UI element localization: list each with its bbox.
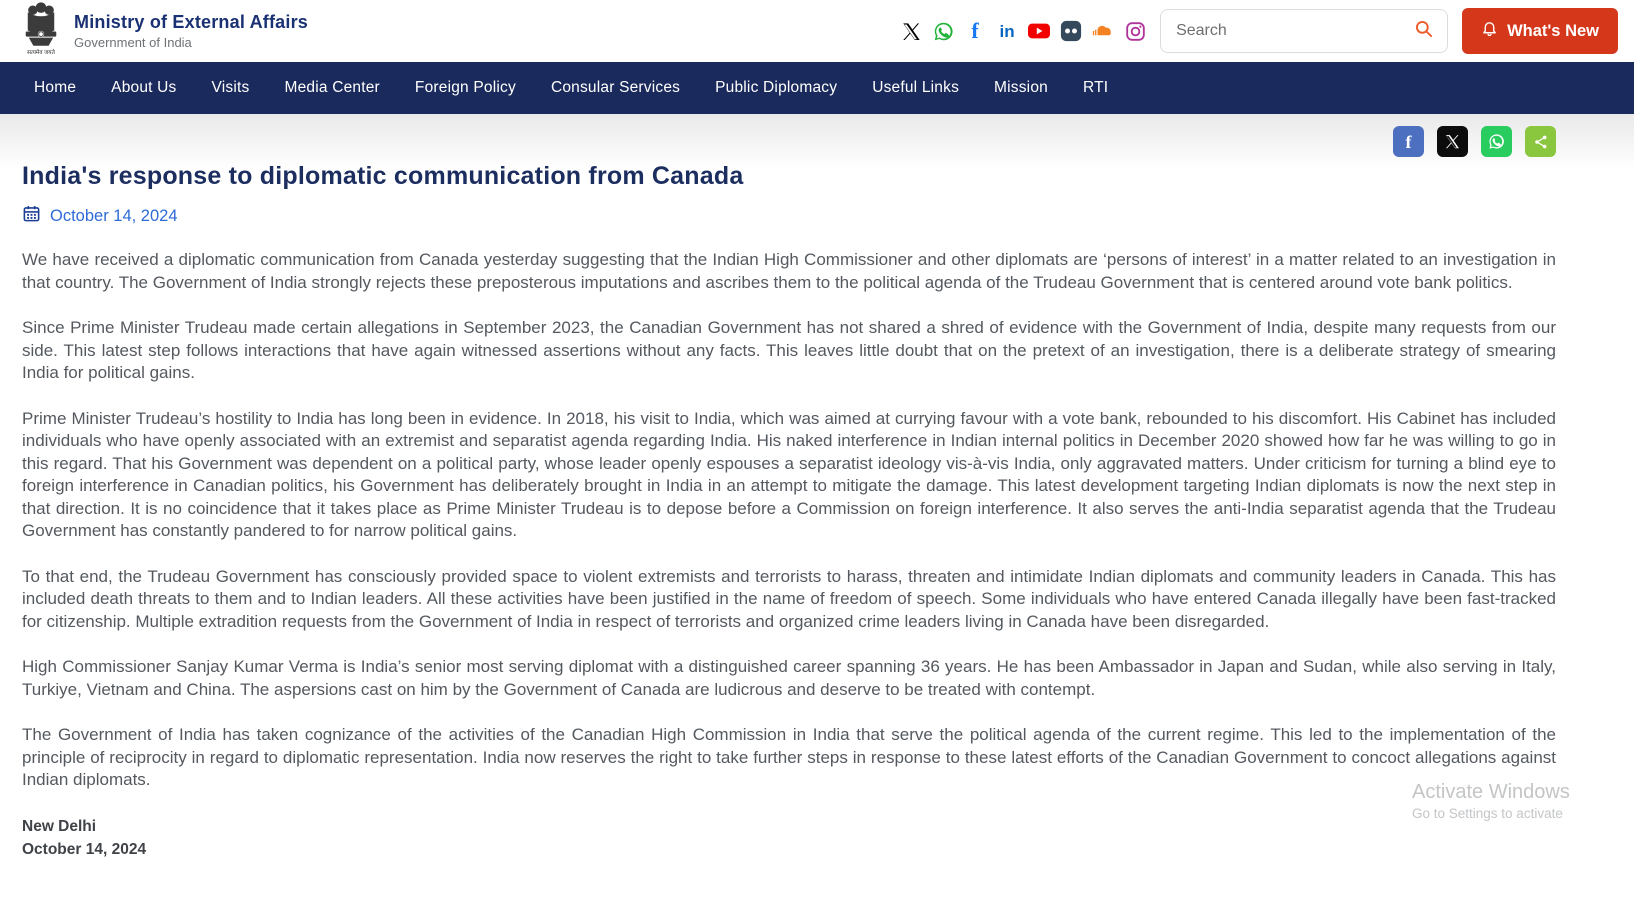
- paragraph: Since Prime Minister Trudeau made certain allegations in September 2023, the Canadian Government has not shared a shred of evidence with the Government of India, despite many requests from our side. This latest step follows interactions that have again witnessed assertions without any facts. This leaves little doubt that on the pretext of an investigation, there is a deliberate strategy of smearing India for political gains.: [22, 318, 1556, 382]
- signoff-date: October 14, 2024: [22, 840, 147, 858]
- nav-item-about-us[interactable]: About Us: [111, 79, 177, 96]
- share-facebook-button[interactable]: [1393, 126, 1424, 157]
- instagram-icon[interactable]: [1124, 20, 1146, 42]
- nav-item-media-center[interactable]: Media Center: [284, 79, 380, 96]
- facebook-icon: f: [1405, 131, 1412, 152]
- social-links: [900, 20, 1146, 42]
- nav-item-home[interactable]: Home: [34, 79, 77, 96]
- facebook-icon[interactable]: f: [971, 18, 979, 43]
- search-box: [1160, 9, 1448, 53]
- search-input[interactable]: [1174, 21, 1414, 41]
- share-x-twitter-button[interactable]: [1437, 126, 1468, 157]
- windows-activation-watermark: [1412, 780, 1570, 824]
- nav-item-visits[interactable]: Visits: [211, 79, 250, 96]
- bell-icon: [1481, 19, 1498, 43]
- ministry-subtitle: Government of India: [74, 35, 192, 50]
- main-nav: [0, 62, 1634, 114]
- article-signoff: [22, 815, 1556, 861]
- flickr-icon[interactable]: [1060, 20, 1082, 42]
- watermark-line2: Go to Settings to activate: [1412, 806, 1563, 821]
- article-date: October 14, 2024: [50, 206, 178, 225]
- nav-item-public-diplomacy[interactable]: Public Diplomacy: [715, 79, 838, 96]
- nav-item-mission[interactable]: Mission: [994, 79, 1048, 96]
- article-date-row: [22, 204, 1556, 228]
- paragraph: High Commissioner Sanjay Kumar Verma is India’s senior most serving diplomat with a distinguished career spanning 36 years. He has been Ambassador in Japan and Sudan, while also serving in Italy, Turkiye, Vietnam and China. The aspersions cast on him by the Government of Canada are ludicrous and deserve to be treated with contempt.: [22, 657, 1556, 699]
- share-whatsapp-button[interactable]: [1481, 126, 1512, 157]
- nav-item-consular-services[interactable]: Consular Services: [550, 79, 681, 96]
- page-title: India's response to diplomatic communication from Canada: [22, 162, 744, 190]
- x-twitter-icon[interactable]: [900, 20, 922, 42]
- share-buttons: [22, 126, 1556, 157]
- soundcloud-icon[interactable]: [1092, 20, 1114, 42]
- share-more-button[interactable]: [1525, 126, 1556, 157]
- nav-item-useful-links[interactable]: Useful Links: [872, 79, 960, 96]
- site-header: [0, 0, 1634, 62]
- whatsapp-icon[interactable]: [932, 20, 954, 42]
- youtube-icon[interactable]: [1028, 20, 1050, 42]
- calendar-icon: [22, 204, 41, 228]
- paragraph: We have received a diplomatic communication from Canada yesterday suggesting that the Indian High Commissioner and other diplomats are ‘persons of interest’ in a matter related to an investigation in that country. The Government of India strongly rejects these preposterous imputations and ascribes them to the political agenda of the Trudeau Government that is centered around vote bank politics.: [22, 250, 1556, 292]
- paragraph: Prime Minister Trudeau’s hostility to India has long been in evidence. In 2018, his visit to India, which was aimed at currying favour with a vote bank, rebounded to his discomfort. His Cabinet has included individuals who have openly associated with an extremist and separatist agenda regarding India. His naked interference in Indian internal politics in December 2020 showed how far he was willing to go in this regard. That his Government was dependent on a political party, whose leader openly espouses a separatist ideology vis-à-vis India, only aggravated matters. Under criticism for turning a blind eye to foreign interference in Canadian politics, his Government has deliberately brought in India in an attempt to mitigate the damage. This latest development targeting Indian diplomats is now the next step in that direction. It is no coincidence that it takes place as Prime Minister Trudeau is to depose before a Commission on foreign interference. It also serves the anti-India separatist agenda that the Trudeau Government has constantly pandered to for narrow political gains.: [22, 408, 1556, 540]
- article-content: [0, 114, 1634, 905]
- x-twitter-icon: [1445, 134, 1460, 149]
- linkedin-icon[interactable]: in: [999, 21, 1015, 41]
- brand[interactable]: [20, 1, 308, 62]
- whats-new-button[interactable]: [1462, 8, 1618, 54]
- search-icon[interactable]: [1414, 19, 1434, 44]
- national-emblem-icon: [20, 1, 62, 62]
- emblem-motto: सत्यमेव जयते: [27, 49, 55, 56]
- signoff-place: New Delhi: [22, 817, 97, 835]
- paragraph: To that end, the Trudeau Government has consciously provided space to violent extremists and terrorists to harass, threaten and intimidate Indian diplomats and community leaders in Canada. This has included death threats to them and to Indian leaders. All these activities have been justified in the name of freedom of speech. Some individuals who have entered Canada illegally have been fast-tracked for citizenship. Multiple extradition requests from the Government of India in respect of terrorists and organized crime leaders living in Canada have been disregarded.: [22, 566, 1556, 631]
- ministry-title: Ministry of External Affairs: [74, 12, 308, 32]
- share-nodes-icon: [1533, 134, 1549, 150]
- whatsapp-icon: [1488, 133, 1505, 150]
- nav-item-rti[interactable]: RTI: [1082, 79, 1109, 96]
- nav-item-foreign-policy[interactable]: Foreign Policy: [414, 79, 516, 96]
- paragraph: The Government of India has taken cognizance of the activities of the Canadian High Commission in India that serve the political agenda of the current regime. This led to the implementation of the principle of reciprocity in regard to diplomatic representation. India now reserves the right to take further steps in response to these latest efforts of the Canadian Government to concoct allegations against Indian diplomats.: [22, 725, 1556, 789]
- whats-new-label: What's New: [1507, 21, 1599, 40]
- watermark-line1: Activate Windows: [1412, 781, 1570, 803]
- article-body: [22, 249, 1556, 792]
